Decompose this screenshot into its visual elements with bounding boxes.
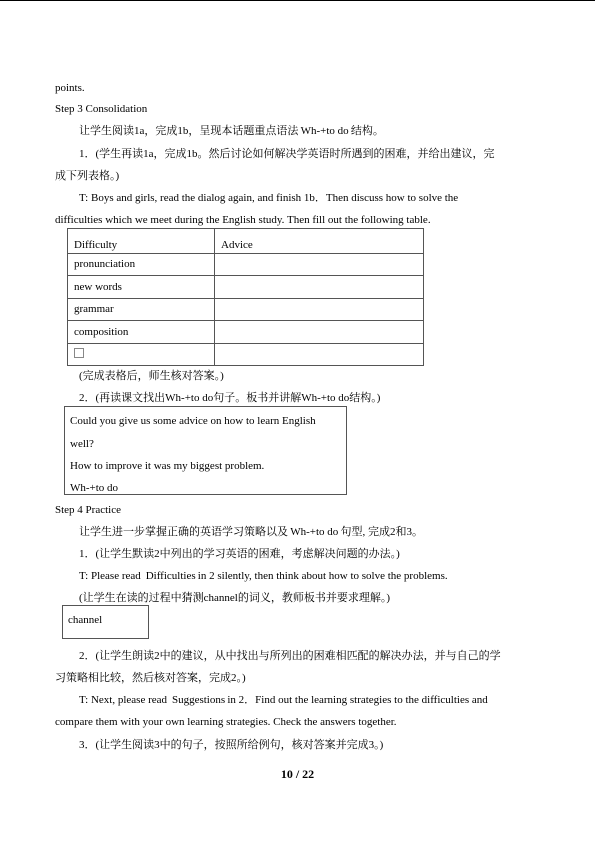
table-cell bbox=[215, 253, 424, 276]
text-line: 3．(让学生阅读3中的句子，按照所给例句，核对答案并完成3。) bbox=[79, 739, 384, 751]
text-line: 让学生进一步掌握正确的英语学习策略以及 Wh-+to do 句型, 完成2和3。 bbox=[79, 526, 423, 538]
text-line: 1．(学生再读1a，完成1b。然后讨论如何解决学英语时所遇到的困难，并给出建议，完 bbox=[79, 148, 495, 160]
table-header-row bbox=[68, 229, 424, 254]
example-sentences-box bbox=[64, 406, 347, 495]
box-line: channel bbox=[68, 614, 103, 626]
table-cell: composition bbox=[68, 321, 215, 344]
text-line: (让学生在读的过程中猜测channel的词义，教师板书并要求理解。) bbox=[79, 592, 391, 604]
table-cell bbox=[215, 276, 424, 299]
table-row bbox=[68, 321, 424, 344]
top-rule bbox=[0, 0, 595, 1]
table-row bbox=[68, 343, 424, 366]
table-cell bbox=[68, 343, 215, 366]
text-line: 让学生阅读1a，完成1b，呈现本话题重点语法 Wh-+to do 结构。 bbox=[79, 125, 384, 137]
box-line: Wh-+to do bbox=[70, 482, 119, 494]
text-line: T: Boys and girls, read the dialog again, and finish 1b．Then discuss how to solve the bbox=[79, 192, 459, 204]
table-cell bbox=[215, 298, 424, 321]
page-number: 10 / 22 bbox=[280, 767, 315, 781]
text-line: points. bbox=[55, 82, 85, 94]
difficulty-advice-table bbox=[67, 228, 424, 366]
table-row bbox=[68, 276, 424, 299]
text-line: difficulties which we meet during the English study. Then fill out the following table. bbox=[55, 214, 431, 226]
table-header-cell: Difficulty bbox=[68, 229, 215, 254]
table-row bbox=[68, 253, 424, 276]
box-line: Could you give us some advice on how to learn English bbox=[70, 415, 316, 427]
table-cell bbox=[215, 321, 424, 344]
table-cell: grammar bbox=[68, 298, 215, 321]
table-header-cell: Advice bbox=[215, 229, 424, 254]
text-line: (完成表格后，师生核对答案。) bbox=[79, 370, 224, 382]
text-line: 成下列表格。) bbox=[55, 170, 120, 182]
empty-checkbox-glyph bbox=[74, 348, 84, 358]
text-line: 1．(让学生默读2中列出的学习英语的困难，考虑解决问题的办法。) bbox=[79, 548, 400, 560]
text-line: T: Please read Difficulties in 2 silently, then think about how to solve the problems. bbox=[79, 570, 448, 582]
table-cell bbox=[215, 343, 424, 366]
step3-heading: Step 3 Consolidation bbox=[55, 103, 148, 115]
channel-word-box bbox=[62, 605, 149, 639]
step4-heading: Step 4 Practice bbox=[55, 504, 121, 516]
text-line: T: Next, please read Suggestions in 2．Find out the learning strategies to the difficulties and bbox=[79, 694, 488, 706]
text-line: compare them with your own learning strategies. Check the answers together. bbox=[55, 716, 397, 728]
table-row bbox=[68, 298, 424, 321]
text-line: 习策略相比较，然后核对答案，完成2。) bbox=[55, 672, 246, 684]
box-line: well? bbox=[70, 438, 94, 450]
text-line: 2．(让学生朗读2中的建议，从中找出与所列出的困难相匹配的解决办法，并与自己的学 bbox=[79, 650, 501, 662]
table-cell: pronunciation bbox=[68, 253, 215, 276]
text-line: 2．(再读课文找出Wh-+to do句子。板书并讲解Wh-+to do结构。) bbox=[79, 392, 381, 404]
box-line: How to improve it was my biggest problem. bbox=[70, 460, 265, 472]
table-cell: new words bbox=[68, 276, 215, 299]
